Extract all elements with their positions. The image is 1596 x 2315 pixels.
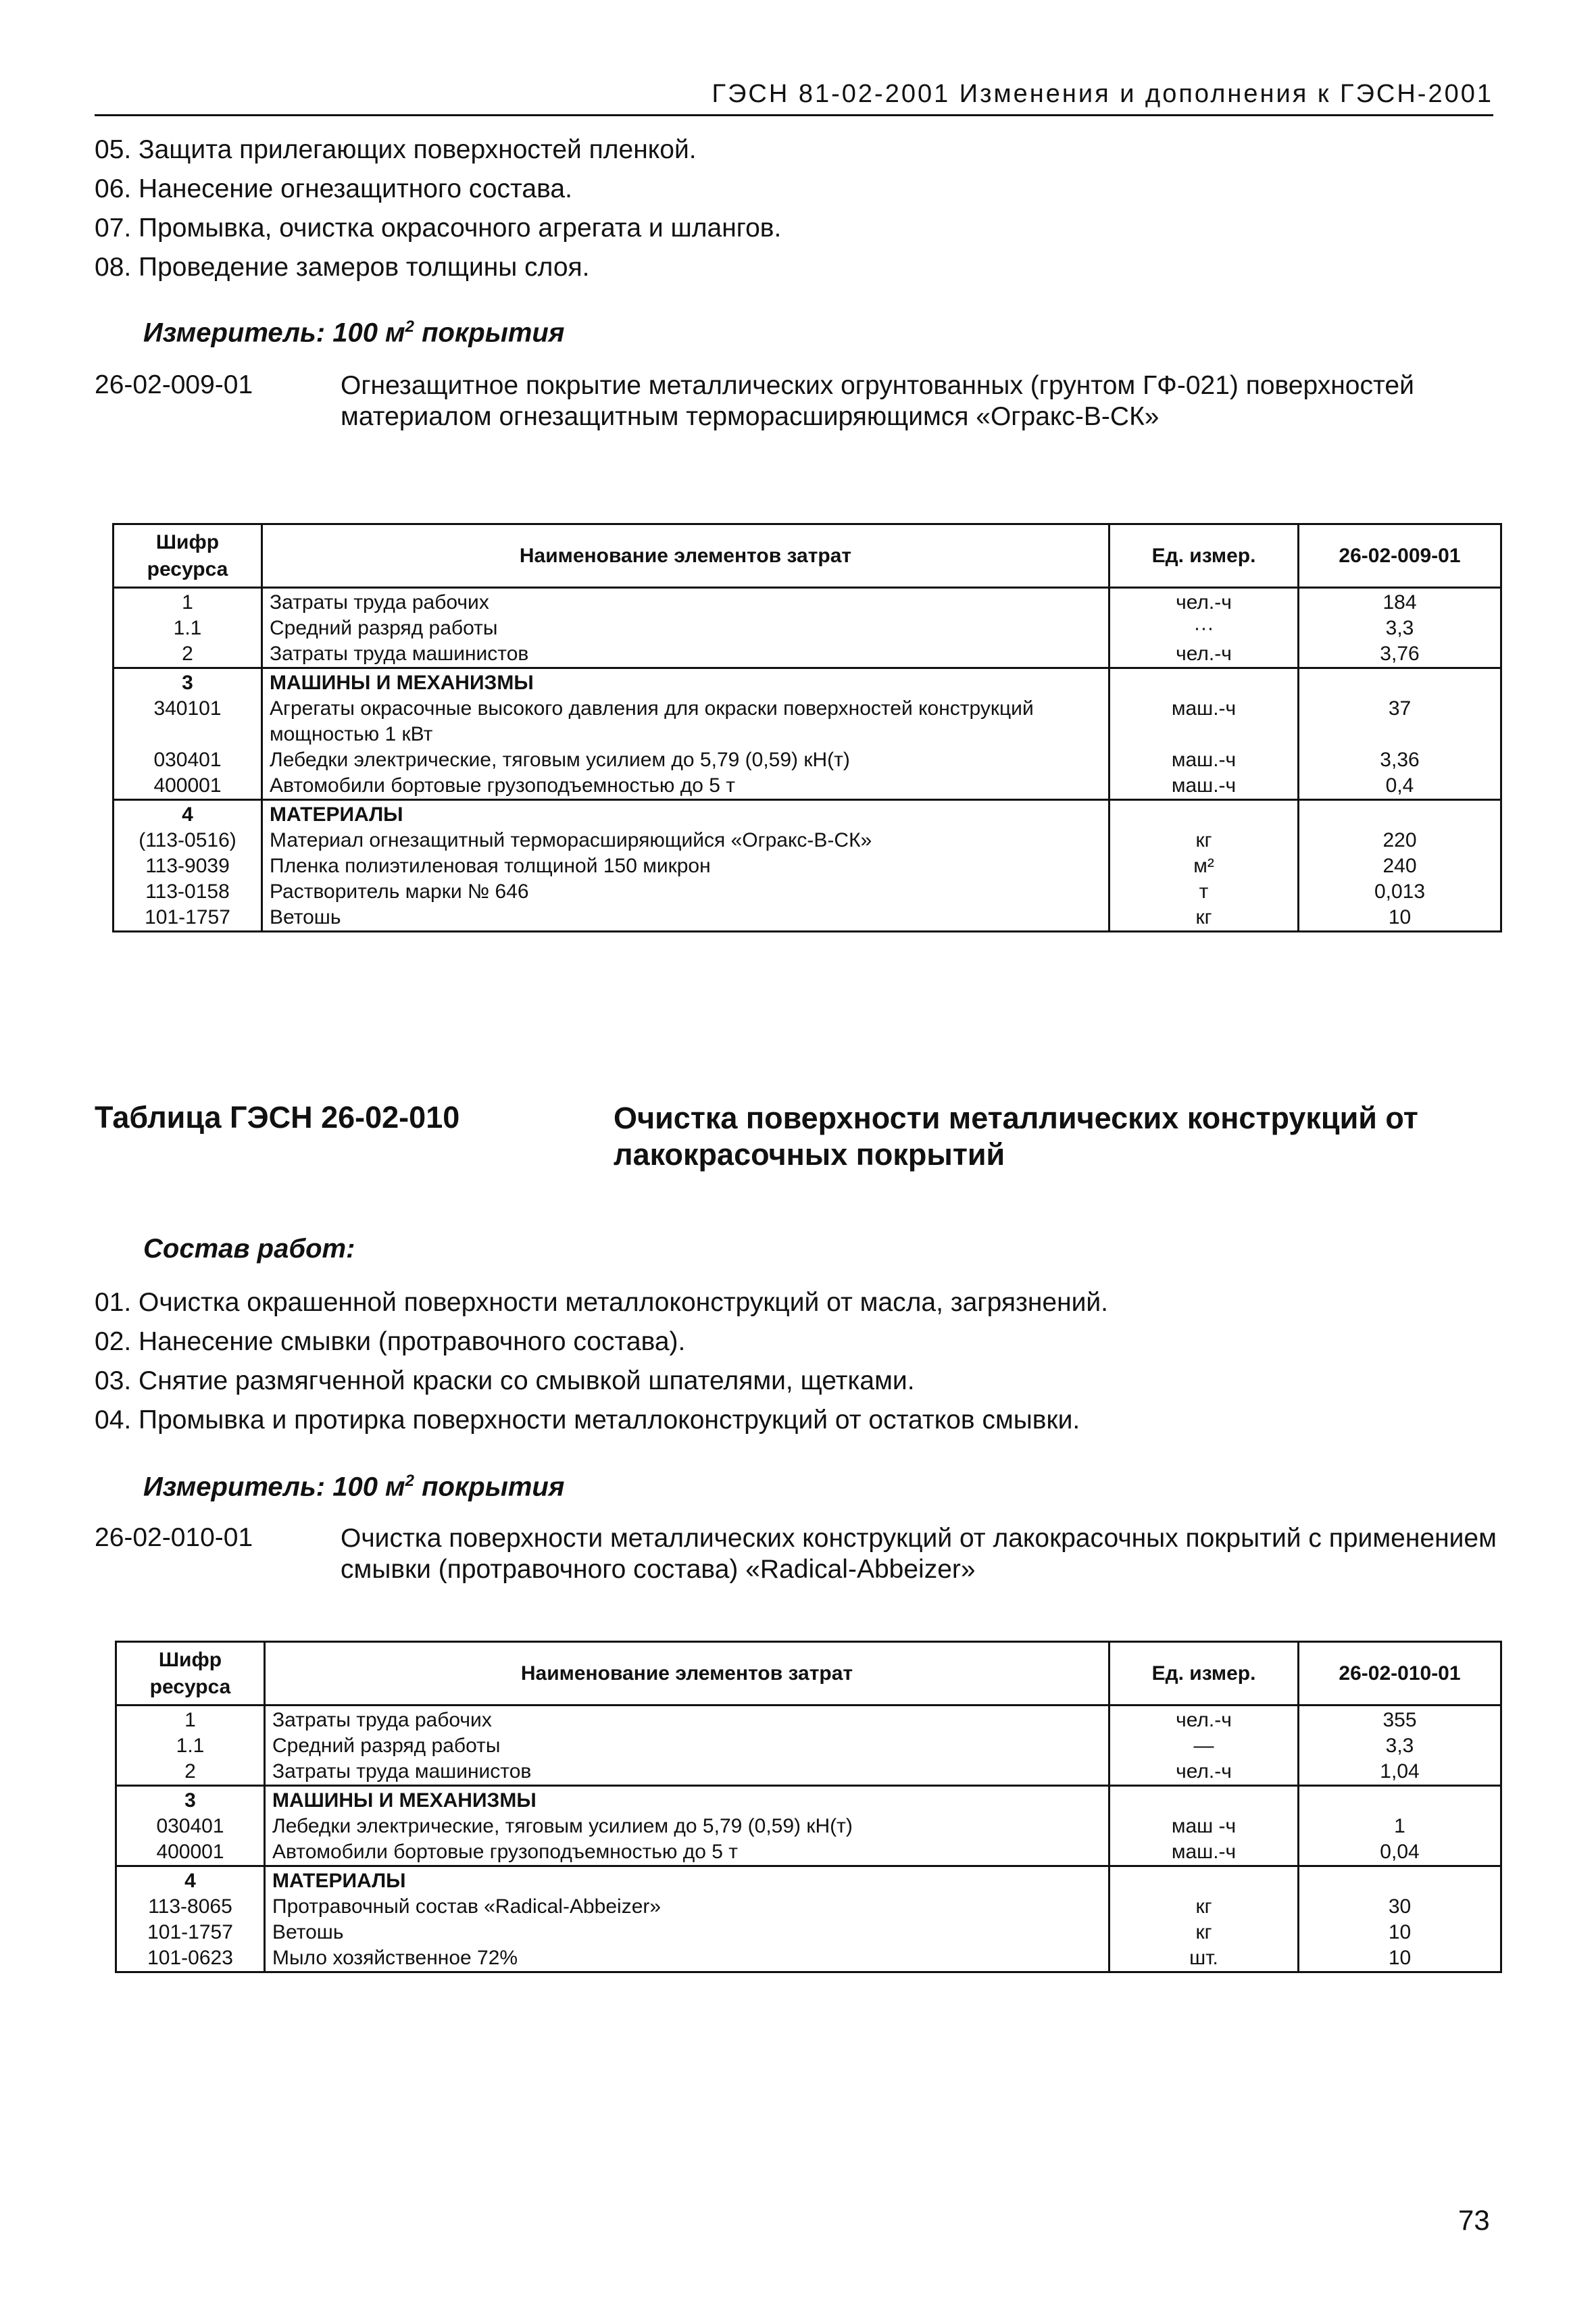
row-code: 113-8065 <box>116 1894 265 1920</box>
measure-rest: покрытия <box>414 318 565 348</box>
row-code: 101-0623 <box>116 1945 265 1972</box>
row-name: Лебедки электрические, тяговым усилием до 5,79 (0,59) кН(т) <box>265 1814 1109 1839</box>
row-value: 3,76 <box>1299 641 1501 668</box>
norm-description: Огнезащитное покрытие металлических огрунтованных (грунтом ГФ-021) поверхностей материалом огнезащитным терморасширяющимся «Огракс-В-СК» <box>341 371 1414 431</box>
table-row <box>116 1839 1501 1866</box>
row-unit: т <box>1109 879 1299 905</box>
row-value: 10 <box>1299 1945 1501 1972</box>
header-norm: 26-02-009-01 <box>1299 524 1501 588</box>
row-value: 10 <box>1299 1920 1501 1945</box>
table-row <box>114 616 1501 641</box>
row-code: 3 <box>116 1786 265 1814</box>
row-code: 101-1757 <box>116 1920 265 1945</box>
row-unit: кг <box>1109 905 1299 932</box>
row-name: Средний разряд работы <box>262 616 1109 641</box>
row-unit: чел.-ч <box>1109 1706 1299 1734</box>
intro-step: 05. Защита прилегающих поверхностей пленкой. <box>95 135 697 164</box>
table-row <box>116 1920 1501 1945</box>
norm-code: 26-02-009-01 <box>95 370 253 399</box>
measure-label: Измеритель: 100 м <box>143 318 405 348</box>
row-value <box>1299 1866 1501 1895</box>
table-title: Очистка поверхности металлических конструкций от лакокрасочных покрытий <box>614 1101 1418 1172</box>
row-unit: маш.-ч <box>1109 696 1299 747</box>
row-name: Материал огнезащитный терморасширяющийся «Огракс-В-СК» <box>262 828 1109 853</box>
row-name: Затраты труда рабочих <box>265 1706 1109 1734</box>
row-unit: маш.-ч <box>1109 773 1299 800</box>
measure-label: Измеритель: 100 м <box>143 1472 405 1502</box>
row-name: Автомобили бортовые грузоподъемностью до 5 т <box>262 773 1109 800</box>
table-row <box>114 773 1501 800</box>
row-unit: — <box>1109 1733 1299 1759</box>
row-name: Затраты труда рабочих <box>262 588 1109 616</box>
row-value <box>1299 668 1501 697</box>
row-unit <box>1109 1786 1299 1814</box>
table-row <box>114 800 1501 828</box>
table-row <box>116 1866 1501 1895</box>
row-name: МАТЕРИАЛЫ <box>262 800 1109 828</box>
row-code: 1.1 <box>114 616 262 641</box>
intro-step: 07. Промывка, очистка окрасочного агрегата и шлангов. <box>95 214 782 243</box>
row-name: Лебедки электрические, тяговым усилием до 5,79 (0,59) кН(т) <box>262 747 1109 773</box>
work-step: 02. Нанесение смывки (протравочного состава). <box>95 1327 686 1356</box>
row-value: 355 <box>1299 1706 1501 1734</box>
header-code: Шифр ресурса <box>114 524 262 588</box>
table-row <box>116 1759 1501 1786</box>
work-step: 03. Снятие размягченной краски со смывкой шпателями, щетками. <box>95 1366 915 1395</box>
row-code: 113-9039 <box>114 853 262 879</box>
table-row <box>114 747 1501 773</box>
header-code: Шифр ресурса <box>116 1642 265 1706</box>
table-row <box>114 641 1501 668</box>
row-code: 113-0158 <box>114 879 262 905</box>
row-value: 0,04 <box>1299 1839 1501 1866</box>
row-value: 1,04 <box>1299 1759 1501 1786</box>
resource-table-1 <box>112 523 1502 932</box>
resource-table-2 <box>115 1641 1502 1973</box>
row-name: МАШИНЫ И МЕХАНИЗМЫ <box>265 1786 1109 1814</box>
header-name: Наименование элементов затрат <box>262 524 1109 588</box>
row-unit: чел.-ч <box>1109 641 1299 668</box>
table-row <box>114 905 1501 932</box>
row-code: 030401 <box>114 747 262 773</box>
row-code: 2 <box>114 641 262 668</box>
row-value: 240 <box>1299 853 1501 879</box>
measure-rest: покрытия <box>414 1472 565 1502</box>
row-code: 4 <box>114 800 262 828</box>
row-unit: м² <box>1109 853 1299 879</box>
table-row <box>114 879 1501 905</box>
row-value: 1 <box>1299 1814 1501 1839</box>
row-name: Мыло хозяйственное 72% <box>265 1945 1109 1972</box>
row-unit: кг <box>1109 828 1299 853</box>
row-name: Затраты труда машинистов <box>262 641 1109 668</box>
row-value: 10 <box>1299 905 1501 932</box>
intro-step: 08. Проведение замеров толщины слоя. <box>95 253 590 282</box>
table-row <box>114 696 1501 747</box>
row-value: 0,013 <box>1299 879 1501 905</box>
row-unit: чел.-ч <box>1109 588 1299 616</box>
row-code: 101-1757 <box>114 905 262 932</box>
row-name: Ветошь <box>265 1920 1109 1945</box>
row-name: Автомобили бортовые грузоподъемностью до 5 т <box>265 1839 1109 1866</box>
work-heading: Состав работ: <box>143 1234 355 1264</box>
row-unit: ··· <box>1109 616 1299 641</box>
row-unit <box>1109 668 1299 697</box>
table-row <box>116 1733 1501 1759</box>
table-row <box>116 1945 1501 1972</box>
row-value: 184 <box>1299 588 1501 616</box>
row-value: 3,36 <box>1299 747 1501 773</box>
norm-description: Очистка поверхности металлических конструкций от лакокрасочных покрытий с применением смывки (протравочного состава) «Radical-Abbeizer» <box>341 1524 1497 1584</box>
row-code: 030401 <box>116 1814 265 1839</box>
row-value: 30 <box>1299 1894 1501 1920</box>
row-unit: маш.-ч <box>1109 1839 1299 1866</box>
row-unit <box>1109 1866 1299 1895</box>
running-header: ГЭСН 81-02-2001 Изменения и дополнения к ГЭСН-2001 <box>95 80 1493 116</box>
row-code: 400001 <box>114 773 262 800</box>
table-row <box>116 1894 1501 1920</box>
row-code: 4 <box>116 1866 265 1895</box>
row-value <box>1299 800 1501 828</box>
intro-step: 06. Нанесение огнезащитного состава. <box>95 174 572 203</box>
table-row <box>114 853 1501 879</box>
row-unit: кг <box>1109 1920 1299 1945</box>
row-unit: кг <box>1109 1894 1299 1920</box>
row-unit: чел.-ч <box>1109 1759 1299 1786</box>
row-name: Протравочный состав «Radical-Abbeizer» <box>265 1894 1109 1920</box>
row-name: Агрегаты окрасочные высокого давления для окраски поверхностей конструкций мощностью 1 кВт <box>262 696 1109 747</box>
measure-unit-2 <box>143 1472 564 1502</box>
header-norm: 26-02-010-01 <box>1299 1642 1501 1706</box>
table-row <box>114 588 1501 616</box>
row-code: 1 <box>114 588 262 616</box>
row-value: 3,3 <box>1299 1733 1501 1759</box>
row-unit: маш.-ч <box>1109 747 1299 773</box>
row-code: 2 <box>116 1759 265 1786</box>
row-name: Пленка полиэтиленовая толщиной 150 микрон <box>262 853 1109 879</box>
row-value: 37 <box>1299 696 1501 747</box>
header-unit: Ед. измер. <box>1109 1642 1299 1706</box>
row-name: Ветошь <box>262 905 1109 932</box>
row-name: Растворитель марки № 646 <box>262 879 1109 905</box>
row-name: МАТЕРИАЛЫ <box>265 1866 1109 1895</box>
work-step: 04. Промывка и протирка поверхности металлоконструкций от остатков смывки. <box>95 1405 1080 1435</box>
row-unit: шт. <box>1109 1945 1299 1972</box>
row-code: 400001 <box>116 1839 265 1866</box>
row-unit <box>1109 800 1299 828</box>
table-row <box>116 1786 1501 1814</box>
measure-sup: 2 <box>405 318 414 336</box>
header-name: Наименование элементов затрат <box>265 1642 1109 1706</box>
row-name: Затраты труда машинистов <box>265 1759 1109 1786</box>
row-value: 0,4 <box>1299 773 1501 800</box>
header-unit: Ед. измер. <box>1109 524 1299 588</box>
row-name: Средний разряд работы <box>265 1733 1109 1759</box>
work-step: 01. Очистка окрашенной поверхности металлоконструкций от масла, загрязнений. <box>95 1288 1109 1317</box>
table-row <box>116 1814 1501 1839</box>
table-row <box>114 828 1501 853</box>
row-code: 340101 <box>114 696 262 747</box>
row-name: МАШИНЫ И МЕХАНИЗМЫ <box>262 668 1109 697</box>
table-label: Таблица ГЭСН 26-02-010 <box>95 1100 460 1135</box>
row-unit: маш -ч <box>1109 1814 1299 1839</box>
row-code: 1.1 <box>116 1733 265 1759</box>
measure-unit-1 <box>143 318 564 348</box>
table-row <box>114 668 1501 697</box>
row-value: 3,3 <box>1299 616 1501 641</box>
page-number: 73 <box>1458 2204 1490 2236</box>
row-value: 220 <box>1299 828 1501 853</box>
row-code: 1 <box>116 1706 265 1734</box>
table-row <box>116 1706 1501 1734</box>
norm-code: 26-02-010-01 <box>95 1523 253 1552</box>
row-value <box>1299 1786 1501 1814</box>
row-code: (113-0516) <box>114 828 262 853</box>
measure-sup: 2 <box>405 1472 414 1490</box>
row-code: 3 <box>114 668 262 697</box>
